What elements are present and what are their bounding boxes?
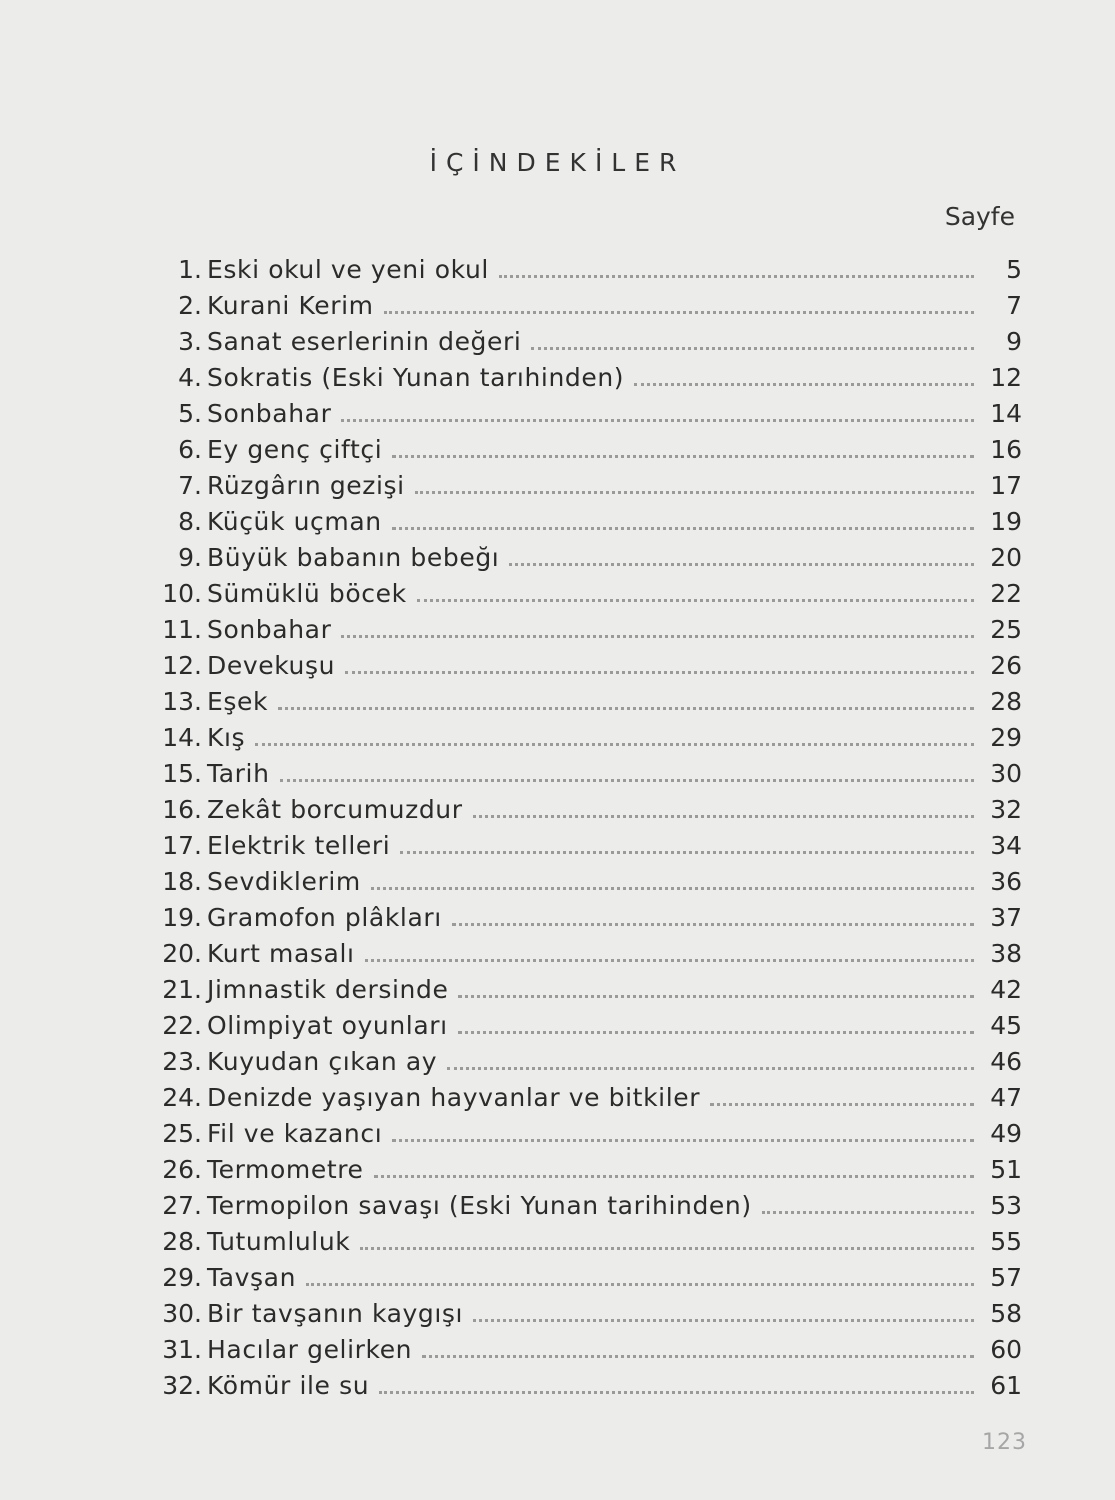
toc-entry-page: 58: [990, 1299, 1022, 1328]
toc-dot-leader: [458, 995, 974, 998]
toc-entry-number: 19.: [162, 903, 202, 932]
toc-entry: [160, 864, 1022, 900]
toc-entry-number: 28.: [162, 1227, 202, 1256]
toc-entry-number: 30.: [162, 1299, 202, 1328]
toc-dot-leader: [374, 1175, 974, 1178]
toc-entry: [160, 288, 1022, 324]
toc-dot-leader: [306, 1283, 974, 1286]
toc-entry-number: 14.: [162, 723, 202, 752]
toc-dot-leader: [634, 383, 974, 386]
toc-entry-number: 13.: [162, 687, 202, 716]
toc-dot-leader: [499, 275, 974, 278]
toc-entry: [160, 936, 1022, 972]
toc-dot-leader: [280, 779, 974, 782]
toc-entry-page: 51: [990, 1155, 1022, 1184]
toc-dot-leader: [345, 671, 974, 674]
toc-entry: [160, 468, 1022, 504]
toc-entry-title: Ey genç çiftçi: [207, 435, 383, 464]
toc-entry-page: 19: [990, 507, 1022, 536]
toc-entry: [160, 792, 1022, 828]
toc-dot-leader: [384, 311, 974, 314]
toc-entry-page: 12: [990, 363, 1022, 392]
toc-entry-page: 20: [990, 543, 1022, 572]
toc-entry-number: 21.: [162, 975, 202, 1004]
toc-entry-page: 5: [1006, 255, 1022, 284]
toc-entry: [160, 1116, 1022, 1152]
toc-entry: [160, 612, 1022, 648]
toc-entry: [160, 360, 1022, 396]
toc-entry-number: 3.: [178, 327, 202, 356]
toc-dot-leader: [278, 707, 974, 710]
toc-entry-page: 26: [990, 651, 1022, 680]
toc-dot-leader: [447, 1067, 974, 1070]
toc-entry-page: 36: [990, 867, 1022, 896]
toc-entry-title: Zekât borcumuzdur: [207, 795, 463, 824]
toc-dot-leader: [400, 851, 974, 854]
toc-entry-title: Sonbahar: [207, 615, 332, 644]
toc-entry-page: 57: [990, 1263, 1022, 1292]
toc-dot-leader: [531, 347, 974, 350]
toc-entry-title: Eski okul ve yeni okul: [207, 255, 489, 284]
toc-dot-leader: [415, 491, 974, 494]
toc-entry-title: Olimpiyat oyunları: [207, 1011, 448, 1040]
toc-entry: [160, 1044, 1022, 1080]
toc-dot-leader: [371, 887, 974, 890]
toc-entry-page: 14: [990, 399, 1022, 428]
toc-entry-number: 4.: [178, 363, 202, 392]
toc-entry-number: 6.: [178, 435, 202, 464]
toc-entry-number: 22.: [162, 1011, 202, 1040]
toc-entry-number: 27.: [162, 1191, 202, 1220]
toc-dot-leader: [379, 1391, 974, 1394]
toc-entry: [160, 828, 1022, 864]
toc-entry-title: Elektrik telleri: [207, 831, 391, 860]
toc-dot-leader: [458, 1031, 974, 1034]
toc-entry-number: 11.: [162, 615, 202, 644]
toc-entry: [160, 1260, 1022, 1296]
toc-entry-title: Tavşan: [207, 1263, 297, 1292]
toc-dot-leader: [392, 455, 974, 458]
toc-entry-number: 1.: [178, 255, 202, 284]
toc-entry-number: 16.: [162, 795, 202, 824]
toc-dot-leader: [365, 959, 974, 962]
toc-entry-page: 60: [990, 1335, 1022, 1364]
toc-entry-page: 47: [990, 1083, 1022, 1112]
toc-entry-title: Termometre: [207, 1155, 364, 1184]
toc-entry-page: 49: [990, 1119, 1022, 1148]
toc-entry-title: Termopilon savaşı (Eski Yunan tarihinden): [207, 1191, 752, 1220]
toc-entry-page: 30: [990, 759, 1022, 788]
toc-dot-leader: [341, 419, 974, 422]
toc-dot-leader: [473, 1319, 974, 1322]
toc-entry: [160, 540, 1022, 576]
toc-entry-number: 8.: [178, 507, 202, 536]
toc-entry: [160, 648, 1022, 684]
toc-entry-title: Kuyudan çıkan ay: [207, 1047, 438, 1076]
toc-entry-number: 7.: [178, 471, 202, 500]
toc-dot-leader: [392, 527, 974, 530]
toc-entry-title: Fil ve kazancı: [207, 1119, 383, 1148]
toc-entry-page: 46: [990, 1047, 1022, 1076]
toc-entry: [160, 1152, 1022, 1188]
toc-entry-page: 61: [990, 1371, 1022, 1400]
toc-entry-title: Kurani Kerim: [207, 291, 374, 320]
toc-entry: [160, 720, 1022, 756]
toc-entry-title: Sokratis (Eski Yunan tarıhinden): [207, 363, 625, 392]
toc-entry-title: Tarih: [207, 759, 270, 788]
toc-entry: [160, 504, 1022, 540]
toc-entry: [160, 396, 1022, 432]
toc-entry-page: 38: [990, 939, 1022, 968]
toc-entry-title: Devekuşu: [207, 651, 336, 680]
toc-dot-leader: [422, 1355, 974, 1358]
toc-dot-leader: [473, 815, 974, 818]
toc-dot-leader: [762, 1211, 974, 1214]
toc-entry-title: Sümüklü böcek: [207, 579, 407, 608]
toc-entry-title: Denizde yaşıyan hayvanlar ve bitkiler: [207, 1083, 701, 1112]
toc-entry: [160, 972, 1022, 1008]
toc-entry: [160, 576, 1022, 612]
toc-entry-page: 28: [990, 687, 1022, 716]
toc-entry-number: 24.: [162, 1083, 202, 1112]
toc-entry: [160, 1368, 1022, 1404]
toc-entry-title: Rüzgârın gezişi: [207, 471, 405, 500]
toc-dot-leader: [255, 743, 974, 746]
toc-entry: [160, 1332, 1022, 1368]
toc-entry: [160, 324, 1022, 360]
toc-dot-leader: [360, 1247, 974, 1250]
toc-entry-number: 17.: [162, 831, 202, 860]
toc-entry-title: Sanat eserlerinin değeri: [207, 327, 522, 356]
toc-entry-number: 12.: [162, 651, 202, 680]
toc-entry: [160, 756, 1022, 792]
toc-entry-number: 26.: [162, 1155, 202, 1184]
toc-entry-page: 32: [990, 795, 1022, 824]
toc-entry-page: 45: [990, 1011, 1022, 1040]
toc-entry: [160, 1296, 1022, 1332]
toc-entry-title: Bir tavşanın kaygışı: [207, 1299, 464, 1328]
toc-entry-number: 20.: [162, 939, 202, 968]
toc-entry-title: Kömür ile su: [207, 1371, 370, 1400]
toc-entry-number: 10.: [162, 579, 202, 608]
toc-entry-title: Büyük babanın bebeğı: [207, 543, 500, 572]
toc-entry: [160, 684, 1022, 720]
toc-entry: [160, 432, 1022, 468]
toc-entry-page: 25: [990, 615, 1022, 644]
toc-entry-title: Tutumluluk: [207, 1227, 351, 1256]
toc-entry-title: Jimnastik dersinde: [207, 975, 449, 1004]
toc-entry: [160, 900, 1022, 936]
toc-entry-page: 53: [990, 1191, 1022, 1220]
toc-dot-leader: [341, 635, 974, 638]
toc-dot-leader: [710, 1103, 974, 1106]
toc-entry-title: Gramofon plâkları: [207, 903, 442, 932]
toc-dot-leader: [392, 1139, 974, 1142]
toc-entry: [160, 252, 1022, 288]
toc-entry-page: 34: [990, 831, 1022, 860]
toc-dot-leader: [417, 599, 974, 602]
toc-entry-page: 16: [990, 435, 1022, 464]
page-column-header: Sayfe: [944, 202, 1015, 231]
toc-entry-title: Kurt masalı: [207, 939, 355, 968]
toc-entry-page: 29: [990, 723, 1022, 752]
table-of-contents: [160, 252, 1022, 1404]
toc-entry-page: 17: [990, 471, 1022, 500]
toc-entry-number: 5.: [178, 399, 202, 428]
toc-entry-number: 29.: [162, 1263, 202, 1292]
toc-entry-number: 15.: [162, 759, 202, 788]
toc-entry: [160, 1188, 1022, 1224]
toc-entry-page: 42: [990, 975, 1022, 1004]
toc-entry-title: Eşek: [207, 687, 269, 716]
toc-entry-number: 31.: [162, 1335, 202, 1364]
page-number: 123: [982, 1430, 1027, 1455]
toc-entry-page: 22: [990, 579, 1022, 608]
toc-entry-number: 18.: [162, 867, 202, 896]
toc-entry: [160, 1080, 1022, 1116]
toc-entry-title: Kış: [207, 723, 246, 752]
toc-entry-page: 37: [990, 903, 1022, 932]
toc-entry-title: Sevdiklerim: [207, 867, 361, 896]
toc-entry-page: 7: [1006, 291, 1022, 320]
toc-entry: [160, 1224, 1022, 1260]
toc-entry-number: 32.: [162, 1371, 202, 1400]
toc-entry: [160, 1008, 1022, 1044]
toc-entry-title: Hacılar gelirken: [207, 1335, 413, 1364]
toc-entry-title: Küçük uçman: [207, 507, 382, 536]
toc-entry-page: 9: [1006, 327, 1022, 356]
toc-entry-number: 23.: [162, 1047, 202, 1076]
toc-entry-number: 2.: [178, 291, 202, 320]
toc-entry-page: 55: [990, 1227, 1022, 1256]
toc-entry-number: 9.: [178, 543, 202, 572]
toc-entry-title: Sonbahar: [207, 399, 332, 428]
toc-dot-leader: [509, 563, 974, 566]
page-title: İÇİNDEKİLER: [429, 148, 686, 177]
toc-dot-leader: [452, 923, 974, 926]
toc-entry-number: 25.: [162, 1119, 202, 1148]
